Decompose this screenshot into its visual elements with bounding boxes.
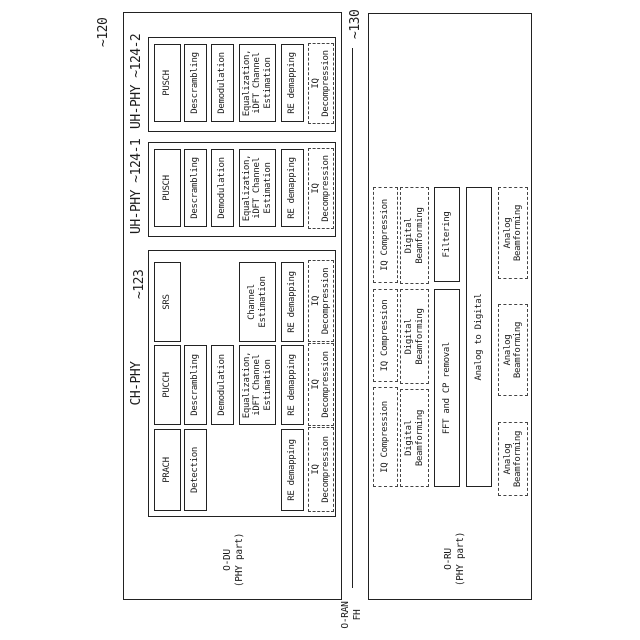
pucch-equalization-box: Equalization, iDFT Channel Estimation: [239, 345, 276, 425]
digital-beamforming-box-2: Digital Beamforming: [400, 289, 429, 384]
uh-phy-1-text: UH-PHY: [129, 190, 144, 234]
ref-124-2-label: ~124-2: [129, 33, 144, 78]
fronthaul-line: [352, 48, 353, 588]
detection-box: Detection: [184, 429, 207, 511]
pucch-iq-decompression-box: IQ Decompression: [308, 343, 334, 426]
oru-part-label: [443, 523, 468, 595]
pusch2-descrambling-box: Descrambling: [184, 44, 207, 122]
uh-phy-2-box: [148, 37, 336, 132]
pusch2-re-demapping-box: RE demapping: [281, 44, 304, 122]
srs-channel-estimation-box: Channel Estimation: [239, 262, 276, 342]
pusch1-demodulation-box: Demodulation: [211, 149, 234, 227]
analog-to-digital-box: Analog to Digital: [466, 187, 492, 487]
pucch-descrambling-box: Descrambling: [184, 345, 207, 425]
oru-part: (PHY part): [455, 531, 467, 587]
uh-phy-1-box: [148, 142, 336, 237]
digital-beamforming-box-1: Digital Beamforming: [400, 389, 429, 487]
ch-phy-box: [148, 250, 336, 517]
analog-beamforming-box-2: Analog Beamforming: [498, 304, 528, 396]
uh-phy-2-title: [129, 34, 144, 129]
odu-part-label: [222, 524, 247, 596]
pusch1-descrambling-box: Descrambling: [184, 149, 207, 227]
pusch2-iq-decompression-box: IQ Decompression: [308, 43, 334, 124]
odu-name: O-DU: [222, 549, 233, 571]
filtering-box: Filtering: [434, 187, 460, 282]
iq-compression-box-2: IQ Compression: [373, 289, 398, 382]
ref-123-label: ~123: [132, 269, 147, 299]
pucch-re-demapping-box: RE demapping: [281, 345, 304, 425]
uh-phy-2-text: UH-PHY: [129, 85, 144, 129]
ref-130-label: ~130: [348, 9, 363, 39]
oru-box: [368, 13, 532, 600]
ch-phy-title: CH-PHY: [129, 361, 144, 406]
odu-part: (PHY part): [234, 532, 246, 588]
fft-cp-removal-box: FFT and CP removal: [434, 289, 460, 487]
analog-beamforming-box-1: Analog Beamforming: [498, 422, 528, 496]
pucch-demodulation-box: Demodulation: [211, 345, 234, 425]
srs-box: SRS: [154, 262, 181, 342]
digital-beamforming-box-3: Digital Beamforming: [400, 187, 429, 284]
srs-iq-decompression-box: IQ Decompression: [308, 260, 334, 342]
oru-name: O-RU: [443, 548, 454, 570]
pusch1-re-demapping-box: RE demapping: [281, 149, 304, 227]
pusch1-iq-decompression-box: IQ Decompression: [308, 148, 334, 229]
pusch1-box: PUSCH: [154, 149, 181, 227]
oran-fh-label: O-RAN FH: [340, 601, 364, 629]
pusch2-equalization-box: Equalization, iDFT Channel Estimation: [239, 44, 276, 122]
ref-124-1-label: ~124-1: [129, 138, 144, 183]
pusch2-demodulation-box: Demodulation: [211, 44, 234, 122]
iq-compression-box-3: IQ Compression: [373, 187, 398, 283]
analog-beamforming-box-3: Analog Beamforming: [498, 187, 528, 279]
pucch-box: PUCCH: [154, 345, 181, 425]
uh-phy-1-title: [129, 139, 144, 234]
prach-iq-decompression-box: IQ Decompression: [308, 427, 334, 512]
pusch1-equalization-box: Equalization, iDFT Channel Estimation: [239, 149, 276, 227]
iq-compression-box-1: IQ Compression: [373, 387, 398, 487]
ref-120-label: ~120: [96, 17, 111, 47]
pusch2-box: PUSCH: [154, 44, 181, 122]
srs-re-demapping-box: RE demapping: [281, 262, 304, 342]
prach-re-demapping-box: RE demapping: [281, 429, 304, 511]
prach-box: PRACH: [154, 429, 181, 511]
